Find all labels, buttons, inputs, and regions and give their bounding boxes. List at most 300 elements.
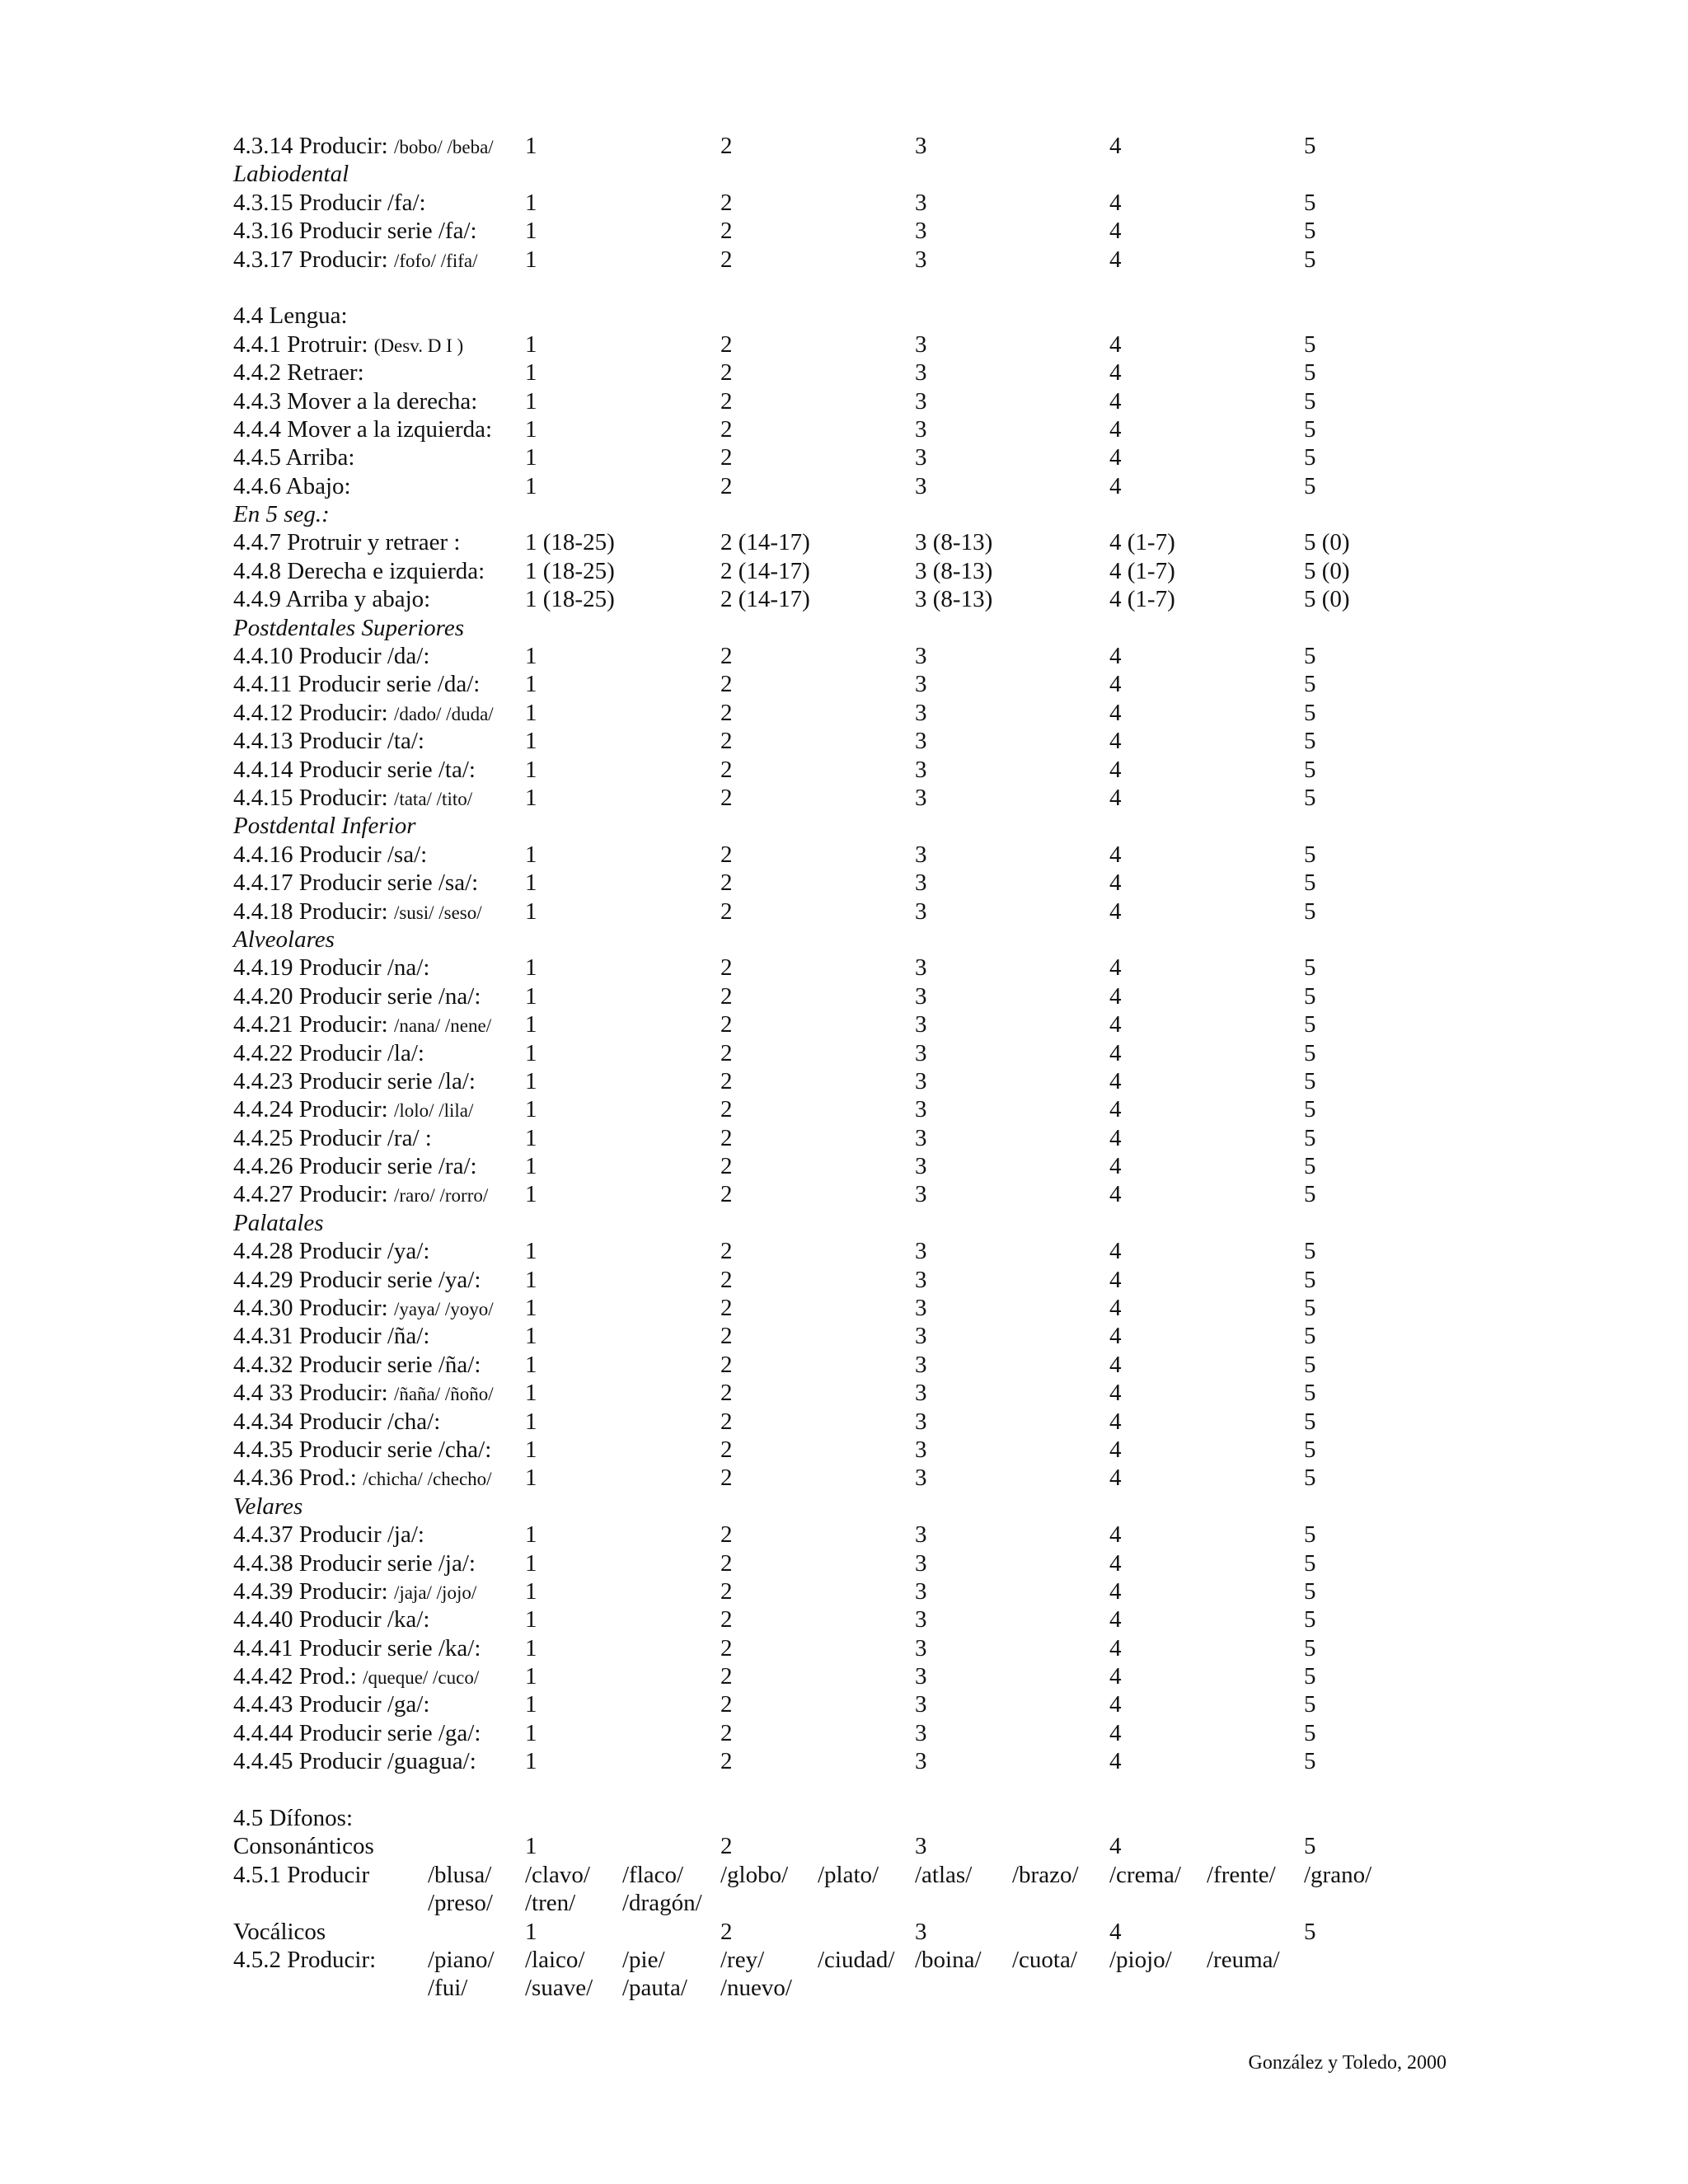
- score-cell: 2: [720, 954, 733, 982]
- item-label: [233, 472, 351, 500]
- score-cell: 1: [525, 898, 537, 925]
- score-cell: 1: [525, 1067, 537, 1094]
- score-cell: 1: [525, 699, 537, 726]
- item-label-text: 4.4.18 Producir:: [233, 898, 394, 925]
- item-label: [233, 1719, 481, 1747]
- item-label: [233, 1662, 479, 1692]
- word-cell: /frente/: [1207, 1861, 1276, 1888]
- score-cell: 3: [915, 415, 927, 443]
- item-label-text: 4.4.44 Producir serie /ga/:: [233, 1719, 481, 1746]
- score-cell: 3: [915, 1238, 927, 1265]
- word-cell: /brazo/: [1012, 1861, 1079, 1888]
- score-cell: 4: [1109, 1408, 1122, 1435]
- score-cell: 2: [720, 444, 733, 471]
- score-cell: 3: [915, 728, 927, 755]
- score-cell: 4 (1-7): [1109, 557, 1175, 584]
- item-label: [233, 1690, 429, 1718]
- item-row: [233, 1719, 1552, 1747]
- word-cell: /rey/: [720, 1947, 765, 1973]
- item-label: [233, 1180, 488, 1210]
- item-examples: /susi/ /seso/: [393, 902, 482, 923]
- score-cell: 3 (8-13): [915, 529, 993, 556]
- score-cell: 1: [525, 784, 537, 811]
- item-label: [233, 841, 427, 869]
- score-cell: 5: [1304, 1719, 1316, 1746]
- score-cell: 4: [1109, 1436, 1122, 1463]
- score-cell: 3: [915, 898, 927, 925]
- item-row: [233, 1974, 1552, 2002]
- section-heading-row: [233, 1209, 1552, 1237]
- score-cell: 2: [720, 1011, 733, 1038]
- score-cell: 5: [1304, 841, 1316, 868]
- item-label: [233, 415, 492, 443]
- score-cell: 4: [1109, 1465, 1122, 1492]
- item-row: [233, 1946, 1552, 1974]
- score-cell: 3: [915, 1549, 927, 1577]
- item-label: [233, 1294, 494, 1324]
- section-heading: Labiodental: [233, 161, 349, 188]
- section-heading-row: [233, 614, 1552, 642]
- item-row: [233, 1747, 1552, 1775]
- item-label-text: 4.4.45 Producir /guagua/:: [233, 1748, 476, 1775]
- score-cell: 4: [1109, 1521, 1122, 1549]
- item-label: [233, 132, 494, 162]
- score-cell: 1: [525, 1153, 537, 1180]
- item-examples: /jaja/ /jojo/: [393, 1582, 477, 1603]
- score-cell: 1: [525, 1039, 537, 1066]
- score-cell: 4: [1109, 1153, 1122, 1180]
- item-label: [233, 1152, 477, 1180]
- item-label-text: 4.4.35 Producir serie /cha/:: [233, 1436, 492, 1463]
- score-cell: 5: [1304, 1833, 1316, 1860]
- score-cell: 3: [915, 1606, 927, 1633]
- score-cell: 5: [1304, 982, 1316, 1010]
- score-cell: 1: [525, 1436, 537, 1463]
- score-cell: 2: [720, 1096, 733, 1123]
- score-cell: 2 (14-17): [720, 557, 810, 584]
- item-label: [233, 1095, 473, 1125]
- item-row: [233, 954, 1552, 982]
- item-label-text: 4.4.6 Abajo:: [233, 472, 351, 499]
- item-row: [233, 359, 1552, 387]
- item-row: [233, 869, 1552, 897]
- item-label-text: 4.4.37 Producir /ja/:: [233, 1521, 424, 1549]
- score-cell: 4: [1109, 1181, 1122, 1208]
- word-cell: /pie/: [622, 1947, 665, 1973]
- score-cell: 5: [1304, 1577, 1316, 1605]
- score-cell: 3: [915, 1380, 927, 1407]
- item-row: [233, 670, 1552, 698]
- item-row: [233, 1095, 1552, 1123]
- word-cell: /clavo/: [525, 1861, 590, 1888]
- score-cell: 5: [1304, 1238, 1316, 1265]
- score-cell: 1: [525, 1606, 537, 1633]
- score-cell: 1 (18-25): [525, 586, 615, 613]
- score-cell: 1: [525, 359, 537, 387]
- item-label: [233, 585, 430, 613]
- item-label-text: 4.4.12 Producir:: [233, 699, 394, 726]
- score-cell: 5: [1304, 1634, 1316, 1661]
- score-cell: 1 (18-25): [525, 557, 615, 584]
- score-cell: 3: [915, 444, 927, 471]
- word-cell: /preso/: [428, 1890, 493, 1917]
- score-cell: 5: [1304, 415, 1316, 443]
- item-label-text: 4.4.25 Producir /ra/ :: [233, 1124, 432, 1151]
- score-cell: 5: [1304, 1039, 1316, 1066]
- score-cell: 5: [1304, 1663, 1316, 1690]
- score-cell: 5: [1304, 359, 1316, 387]
- score-cell: 2: [720, 1691, 733, 1718]
- score-cell: 5: [1304, 246, 1316, 273]
- score-cell: 4: [1109, 1351, 1122, 1378]
- score-cell: 1: [525, 954, 537, 982]
- score-cell: 2: [720, 1719, 733, 1746]
- item-label-text: 4.4.40 Producir /ka/:: [233, 1606, 430, 1633]
- item-row: [233, 330, 1552, 359]
- score-cell: 4: [1109, 1719, 1122, 1746]
- item-label: [233, 670, 480, 698]
- item-label: [233, 1379, 494, 1408]
- score-cell: 1: [525, 1549, 537, 1577]
- score-cell: 5: [1304, 472, 1316, 499]
- item-label: [233, 784, 472, 813]
- item-row: [233, 1379, 1552, 1407]
- score-cell: 5: [1304, 784, 1316, 811]
- word-cell: /globo/: [720, 1861, 789, 1888]
- item-row: [233, 472, 1552, 500]
- item-row: [233, 132, 1552, 160]
- score-cell: 4: [1109, 1238, 1122, 1265]
- score-cell: 2: [720, 982, 733, 1010]
- item-label: [233, 217, 477, 245]
- score-cell: 1: [525, 728, 537, 755]
- item-label-text: 4.5.1 Producir: [233, 1861, 370, 1888]
- score-cell: 4: [1109, 444, 1122, 471]
- spacer: [233, 274, 1552, 302]
- word-cell: /grano/: [1304, 1861, 1372, 1888]
- item-row: [233, 1436, 1552, 1464]
- score-cell: 5: [1304, 1124, 1316, 1151]
- score-cell: 4 (1-7): [1109, 529, 1175, 556]
- score-cell: 3: [915, 1408, 927, 1435]
- score-cell: 3: [915, 387, 927, 415]
- score-cell: 1: [525, 133, 537, 159]
- item-label-text: 4.4.43 Producir /ga/:: [233, 1691, 430, 1718]
- item-label-text: Consonánticos: [233, 1833, 374, 1860]
- item-examples: /queque/ /cuco/: [363, 1667, 480, 1689]
- item-label: [233, 954, 429, 982]
- score-cell: 2: [720, 1181, 733, 1208]
- score-cell: 2: [720, 1124, 733, 1151]
- item-row: [233, 1180, 1552, 1208]
- item-examples: /lolo/ /lila/: [393, 1100, 474, 1122]
- score-cell: 1: [525, 869, 537, 897]
- score-cell: 3: [915, 1634, 927, 1661]
- item-label-text: 4.4.14 Producir serie /ta/:: [233, 756, 476, 783]
- item-label: [233, 189, 426, 217]
- score-cell: 3: [915, 1124, 927, 1151]
- item-label: [233, 246, 477, 275]
- score-cell: 4: [1109, 1833, 1122, 1860]
- item-row: [233, 1294, 1552, 1322]
- section-heading: Palatales: [233, 1209, 324, 1236]
- word-cell: /fui/: [428, 1975, 468, 2002]
- item-label-text: 4.4.20 Producir serie /na/:: [233, 982, 481, 1010]
- item-examples: /raro/ /rorro/: [393, 1185, 489, 1207]
- item-row: [233, 1690, 1552, 1718]
- score-cell: 5: [1304, 218, 1316, 245]
- score-cell: 1: [525, 1521, 537, 1549]
- word-cell: /crema/: [1109, 1861, 1181, 1888]
- item-label-text: 4.4.15 Producir:: [233, 784, 394, 811]
- item-label-text: Vocálicos: [233, 1918, 326, 1945]
- score-cell: 2: [720, 1606, 733, 1633]
- score-cell: 4: [1109, 869, 1122, 897]
- score-cell: 1: [525, 1748, 537, 1775]
- item-label-text: 4.4.39 Producir:: [233, 1577, 394, 1605]
- score-cell: 4: [1109, 189, 1122, 216]
- score-cell: 5: [1304, 1295, 1316, 1322]
- score-cell: 5: [1304, 1011, 1316, 1038]
- score-cell: 4: [1109, 671, 1122, 698]
- item-label-text: 4.4.13 Producir /ta/:: [233, 728, 424, 755]
- score-cell: 3: [915, 784, 927, 811]
- item-label: [233, 330, 463, 360]
- score-cell: 3: [915, 841, 927, 868]
- score-cell: 4: [1109, 1549, 1122, 1577]
- item-label: [233, 1605, 429, 1633]
- score-cell: 4: [1109, 246, 1122, 273]
- score-cell: 1: [525, 1691, 537, 1718]
- item-row: [233, 1124, 1552, 1152]
- score-cell: 2 (14-17): [720, 586, 810, 613]
- section-title-row: [233, 1804, 1552, 1832]
- word-cell: /piano/: [428, 1947, 495, 1973]
- item-label: [233, 387, 477, 415]
- score-cell: 5 (0): [1304, 557, 1350, 584]
- score-cell: 3: [915, 1181, 927, 1208]
- word-cell: /reuma/: [1207, 1947, 1280, 1973]
- item-row: [233, 1067, 1552, 1095]
- item-label-text: 4.4.16 Producir /sa/:: [233, 841, 428, 868]
- word-cell: /atlas/: [915, 1861, 973, 1888]
- item-label: [233, 1464, 492, 1493]
- score-cell: 2: [720, 387, 733, 415]
- score-cell: 1: [525, 1295, 537, 1322]
- score-cell: 4: [1109, 1323, 1122, 1350]
- item-examples: /dado/ /duda/: [393, 703, 494, 724]
- word-cell: /nuevo/: [720, 1975, 792, 2002]
- score-cell: 1: [525, 756, 537, 783]
- item-label-text: 4.4.7 Protruir y retraer :: [233, 529, 461, 556]
- item-label: [233, 1266, 481, 1294]
- score-cell: 4: [1109, 1634, 1122, 1661]
- score-cell: 3: [915, 189, 927, 216]
- item-label: [233, 898, 482, 927]
- item-row: [233, 443, 1552, 471]
- score-cell: 5: [1304, 1918, 1316, 1945]
- score-cell: 2: [720, 189, 733, 216]
- section-heading-row: [233, 160, 1552, 188]
- score-cell: 1: [525, 1918, 537, 1945]
- item-row: [233, 699, 1552, 727]
- score-cell: 1: [525, 671, 537, 698]
- item-label-text: 4.4.42 Prod.:: [233, 1663, 363, 1690]
- item-label: [233, 756, 476, 784]
- item-examples: /fofo/ /fifa/: [393, 250, 478, 271]
- item-label: [233, 557, 485, 585]
- item-row: [233, 1605, 1552, 1633]
- item-label: [233, 1918, 326, 1946]
- score-cell: 1: [525, 330, 537, 358]
- score-cell: 1: [525, 1011, 537, 1038]
- item-label-text: 4.3.15 Producir /fa/:: [233, 189, 426, 216]
- score-cell: 5: [1304, 869, 1316, 897]
- score-cell: 1: [525, 246, 537, 273]
- item-row: [233, 415, 1552, 443]
- score-cell: 3 (8-13): [915, 586, 993, 613]
- score-cell: 5: [1304, 728, 1316, 755]
- score-cell: 4: [1109, 133, 1122, 159]
- score-cell: 4 (1-7): [1109, 586, 1175, 613]
- score-cell: 2: [720, 898, 733, 925]
- item-label: [233, 1010, 491, 1040]
- score-cell: 1: [525, 1577, 537, 1605]
- score-cell: 5: [1304, 1436, 1316, 1463]
- word-cell: /suave/: [525, 1975, 593, 2002]
- item-label: [233, 1436, 491, 1464]
- item-row: [233, 1662, 1552, 1690]
- item-label: [233, 1549, 476, 1577]
- score-cell: 3: [915, 1663, 927, 1690]
- score-cell: 1: [525, 387, 537, 415]
- score-cell: 5: [1304, 671, 1316, 698]
- score-cell: 5: [1304, 1380, 1316, 1407]
- score-cell: 4: [1109, 643, 1122, 670]
- score-cell: 5: [1304, 1691, 1316, 1718]
- score-cell: 4: [1109, 1748, 1122, 1775]
- item-label-text: 4.4.34 Producir /cha/:: [233, 1408, 441, 1435]
- item-row: [233, 1351, 1552, 1379]
- score-cell: 5: [1304, 1748, 1316, 1775]
- score-cell: 1: [525, 1663, 537, 1690]
- score-cell: 2: [720, 1351, 733, 1378]
- score-cell: 1: [525, 189, 537, 216]
- score-cell: 3: [915, 1295, 927, 1322]
- item-row: [233, 387, 1552, 415]
- item-label-text: 4.4.41 Producir serie /ka/:: [233, 1634, 481, 1661]
- item-row: [233, 727, 1552, 755]
- item-label-text: 4.4.23 Producir serie /la/:: [233, 1067, 476, 1094]
- item-label: [233, 1067, 476, 1095]
- score-cell: 1: [525, 643, 537, 670]
- item-label-text: 4.3.16 Producir serie /fa/:: [233, 218, 477, 245]
- score-cell: 2: [720, 1577, 733, 1605]
- word-cell: /blusa/: [428, 1861, 492, 1888]
- score-cell: 2: [720, 330, 733, 358]
- item-row: [233, 1861, 1552, 1889]
- score-cell: 5: [1304, 898, 1316, 925]
- item-label: [233, 1861, 369, 1889]
- score-cell: 3: [915, 954, 927, 982]
- score-cell: 3: [915, 1577, 927, 1605]
- score-cell: 2: [720, 643, 733, 670]
- score-cell: 1: [525, 1351, 537, 1378]
- score-cell: 2: [720, 869, 733, 897]
- item-label: [233, 1521, 424, 1549]
- score-cell: 4: [1109, 756, 1122, 783]
- item-label: [233, 1322, 429, 1350]
- section-heading: En 5 seg.:: [233, 501, 330, 528]
- item-label: [233, 699, 494, 729]
- score-cell: 2: [720, 1918, 733, 1945]
- score-cell: 3: [915, 472, 927, 499]
- score-cell: 3: [915, 1521, 927, 1549]
- word-cell: /pauta/: [622, 1975, 687, 2002]
- item-label: [233, 642, 429, 670]
- score-cell: 2: [720, 784, 733, 811]
- item-label-text: 4.4.26 Producir serie /ra/:: [233, 1153, 477, 1180]
- score-cell: 4: [1109, 472, 1122, 499]
- word-cell: /tren/: [525, 1890, 576, 1917]
- score-cell: 2: [720, 1067, 733, 1094]
- item-label-text: 4.4.9 Arriba y abajo:: [233, 586, 431, 613]
- score-cell: 5: [1304, 643, 1316, 670]
- score-cell: 5: [1304, 189, 1316, 216]
- score-cell: 3: [915, 1918, 927, 1945]
- score-cell: 5: [1304, 444, 1316, 471]
- score-cell: 2: [720, 359, 733, 387]
- section-heading: Alveolares: [233, 926, 335, 953]
- item-row: [233, 1464, 1552, 1492]
- item-row: [233, 1010, 1552, 1038]
- word-cell: /plato/: [818, 1861, 879, 1888]
- word-cell: /laico/: [525, 1947, 585, 1973]
- item-label-text: 4.4.5 Arriba:: [233, 444, 355, 471]
- item-row: [233, 982, 1552, 1010]
- score-cell: 2: [720, 756, 733, 783]
- score-cell: 2: [720, 246, 733, 273]
- score-cell: 3: [915, 1266, 927, 1293]
- score-cell: 4: [1109, 954, 1122, 982]
- section-heading-row: [233, 812, 1552, 840]
- score-cell: 5: [1304, 1067, 1316, 1094]
- score-cell: 4: [1109, 1918, 1122, 1945]
- score-cell: 3: [915, 1323, 927, 1350]
- item-label: [233, 443, 354, 471]
- score-cell: 2: [720, 1323, 733, 1350]
- score-cell: 4: [1109, 1067, 1122, 1094]
- item-label-text: 4.4.21 Producir:: [233, 1011, 394, 1038]
- item-examples: /yaya/ /yoyo/: [393, 1299, 494, 1320]
- item-label: [233, 1237, 429, 1265]
- item-label: [233, 982, 481, 1010]
- item-examples: /nana/ /nene/: [393, 1015, 492, 1037]
- score-cell: 3: [915, 246, 927, 273]
- score-cell: 3: [915, 1465, 927, 1492]
- score-cell: 5: [1304, 133, 1316, 159]
- item-label: [233, 1577, 476, 1607]
- word-cell: /dragón/: [622, 1890, 702, 1917]
- score-cell: 1: [525, 218, 537, 245]
- score-cell: 1: [525, 1323, 537, 1350]
- score-cell: 2: [720, 415, 733, 443]
- score-cell: 5: [1304, 954, 1316, 982]
- score-cell: 3: [915, 699, 927, 726]
- score-cell: 1: [525, 415, 537, 443]
- score-cell: 2: [720, 1295, 733, 1322]
- score-cell: 5: [1304, 1323, 1316, 1350]
